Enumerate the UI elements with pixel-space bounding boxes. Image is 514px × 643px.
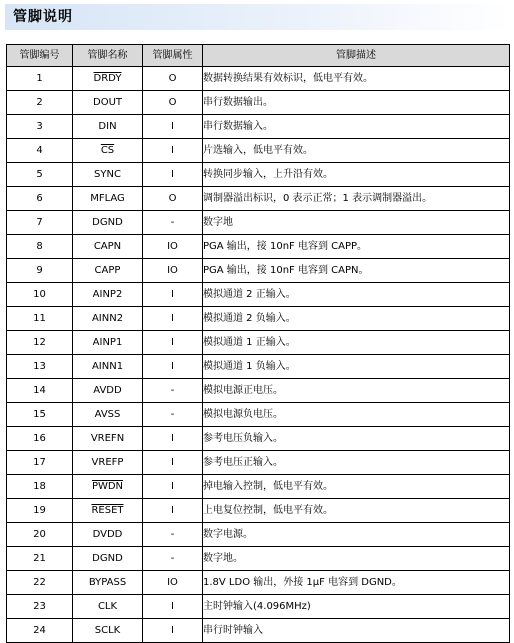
pin-name-cell: SCLK	[73, 619, 143, 643]
pin-name-cell: CAPN	[73, 235, 143, 259]
pin-number-cell: 20	[7, 523, 73, 547]
pin-attribute-cell: I	[143, 499, 203, 523]
table-row	[7, 451, 510, 475]
pin-attribute-cell: -	[143, 547, 203, 571]
pin-number-cell: 22	[7, 571, 73, 595]
pin-description-cell: 串行数据输出。	[203, 91, 510, 115]
header-pin-number: 管脚编号	[7, 45, 73, 67]
table-header-row	[7, 45, 510, 67]
pin-number-cell: 3	[7, 115, 73, 139]
pin-number-cell: 1	[7, 67, 73, 91]
table-row	[7, 547, 510, 571]
pin-attribute-cell: I	[143, 619, 203, 643]
pin-description-cell: 数字地	[203, 211, 510, 235]
pin-name-cell: BYPASS	[73, 571, 143, 595]
section-title: 管脚说明	[13, 9, 73, 25]
pin-number-cell: 23	[7, 595, 73, 619]
table-body	[7, 67, 510, 643]
pin-description-cell: 掉电输入控制，低电平有效。	[203, 475, 510, 499]
table-row	[7, 187, 510, 211]
pin-attribute-cell: IO	[143, 259, 203, 283]
pin-attribute-cell: I	[143, 355, 203, 379]
pin-number-cell: 16	[7, 427, 73, 451]
pin-name-cell: SYNC	[73, 163, 143, 187]
table-row	[7, 595, 510, 619]
pin-description-cell: 数据转换结果有效标识，低电平有效。	[203, 67, 510, 91]
table-row	[7, 475, 510, 499]
pin-name-cell: CLK	[73, 595, 143, 619]
pin-name-cell: AVDD	[73, 379, 143, 403]
pin-attribute-cell: -	[143, 211, 203, 235]
pin-name-cell: MFLAG	[73, 187, 143, 211]
table-row	[7, 379, 510, 403]
pin-name-cell: AINN2	[73, 307, 143, 331]
pin-number-cell: 19	[7, 499, 73, 523]
pin-name-cell: DRDY	[73, 67, 143, 91]
pin-name-cell: $\overline{CS}$	[73, 139, 143, 163]
section-title-bar	[5, 4, 510, 30]
pin-number-cell: 18	[7, 475, 73, 499]
pin-attribute-cell: I	[143, 307, 203, 331]
pin-number-cell: 13	[7, 355, 73, 379]
table-row	[7, 331, 510, 355]
pin-description-cell: 模拟通道 2 正输入。	[203, 283, 510, 307]
pin-name-cell: AINN1	[73, 355, 143, 379]
pin-description-cell: 调制器溢出标识，0 表示正常；1 表示调制器溢出。	[203, 187, 510, 211]
pin-number-cell: 14	[7, 379, 73, 403]
pin-name-cell: DIN	[73, 115, 143, 139]
pin-description-cell: 模拟通道 1 正输入。	[203, 331, 510, 355]
table-row	[7, 403, 510, 427]
pin-attribute-cell: I	[143, 427, 203, 451]
pin-number-cell: 8	[7, 235, 73, 259]
pin-attribute-cell: I	[143, 595, 203, 619]
pin-number-cell: 7	[7, 211, 73, 235]
table-row	[7, 355, 510, 379]
pin-attribute-cell: I	[143, 475, 203, 499]
pin-number-cell: 15	[7, 403, 73, 427]
pin-attribute-cell: I	[143, 331, 203, 355]
pin-name-cell: VREFN	[73, 427, 143, 451]
table-row	[7, 163, 510, 187]
pin-name-cell: AINP2	[73, 283, 143, 307]
pin-attribute-cell: I	[143, 283, 203, 307]
pin-name-cell: AINP1	[73, 331, 143, 355]
pin-attribute-cell: IO	[143, 235, 203, 259]
table-row	[7, 91, 510, 115]
table-row	[7, 619, 510, 643]
pin-number-cell: 10	[7, 283, 73, 307]
pin-description-cell: 串行数据输入。	[203, 115, 510, 139]
pin-attribute-cell: -	[143, 379, 203, 403]
pin-attribute-cell: I	[143, 163, 203, 187]
header-pin-attribute: 管脚属性	[143, 45, 203, 67]
pin-description-cell: 数字地。	[203, 547, 510, 571]
pin-name-cell: DGND	[73, 547, 143, 571]
pin-description-cell: PGA 输出，接 10nF 电容到 CAPN。	[203, 259, 510, 283]
pin-number-cell: 11	[7, 307, 73, 331]
pin-description-cell: 主时钟输入(4.096MHz)	[203, 595, 510, 619]
pin-name-cell: PWDN	[73, 475, 143, 499]
pin-description-cell: 模拟电源负电压。	[203, 403, 510, 427]
pin-description-cell: 参考电压负输入。	[203, 427, 510, 451]
pin-description-cell: 上电复位控制，低电平有效。	[203, 499, 510, 523]
pin-name-cell: DVDD	[73, 523, 143, 547]
pin-name-cell: VREFP	[73, 451, 143, 475]
table-row	[7, 235, 510, 259]
pin-number-cell: 2	[7, 91, 73, 115]
pin-attribute-cell: I	[143, 115, 203, 139]
pin-description-cell: 片选输入，低电平有效。	[203, 139, 510, 163]
pin-attribute-cell: I	[143, 139, 203, 163]
pin-description-cell: 串行时钟输入	[203, 619, 510, 643]
pin-attribute-cell: -	[143, 523, 203, 547]
pin-attribute-cell: O	[143, 67, 203, 91]
table-row	[7, 259, 510, 283]
table-row	[7, 211, 510, 235]
pin-number-cell: 17	[7, 451, 73, 475]
header-pin-description: 管脚描述	[203, 45, 510, 67]
pin-description-cell: 转换同步输入，上升沿有效。	[203, 163, 510, 187]
pin-number-cell: 12	[7, 331, 73, 355]
table-row	[7, 139, 510, 163]
pin-name-cell: AVSS	[73, 403, 143, 427]
pin-description-cell: PGA 输出，接 10nF 电容到 CAPP。	[203, 235, 510, 259]
pin-attribute-cell: -	[143, 403, 203, 427]
pin-name-cell: CAPP	[73, 259, 143, 283]
pin-attribute-cell: O	[143, 187, 203, 211]
pin-attribute-cell: IO	[143, 571, 203, 595]
table-row	[7, 307, 510, 331]
pin-description-cell: 参考电压正输入。	[203, 451, 510, 475]
table-row	[7, 499, 510, 523]
pin-attribute-cell: O	[143, 91, 203, 115]
pin-number-cell: 5	[7, 163, 73, 187]
pin-name-cell: RESET	[73, 499, 143, 523]
table-row	[7, 115, 510, 139]
pin-number-cell: 6	[7, 187, 73, 211]
pin-description-table	[6, 44, 510, 643]
pin-number-cell: 24	[7, 619, 73, 643]
pin-number-cell: 4	[7, 139, 73, 163]
table-row	[7, 523, 510, 547]
pin-name-cell: DOUT	[73, 91, 143, 115]
pin-description-cell: 模拟通道 1 负输入。	[203, 355, 510, 379]
pin-number-cell: 21	[7, 547, 73, 571]
pin-description-cell: 1.8V LDO 输出，外接 1μF 电容到 DGND。	[203, 571, 510, 595]
table-row	[7, 283, 510, 307]
table-row	[7, 427, 510, 451]
table-row	[7, 571, 510, 595]
pin-number-cell: 9	[7, 259, 73, 283]
table-row	[7, 67, 510, 91]
pin-description-cell: 数字电源。	[203, 523, 510, 547]
pin-description-cell: 模拟电源正电压。	[203, 379, 510, 403]
pin-description-cell: 模拟通道 2 负输入。	[203, 307, 510, 331]
pin-name-cell: DGND	[73, 211, 143, 235]
header-pin-name: 管脚名称	[73, 45, 143, 67]
pin-attribute-cell: I	[143, 451, 203, 475]
